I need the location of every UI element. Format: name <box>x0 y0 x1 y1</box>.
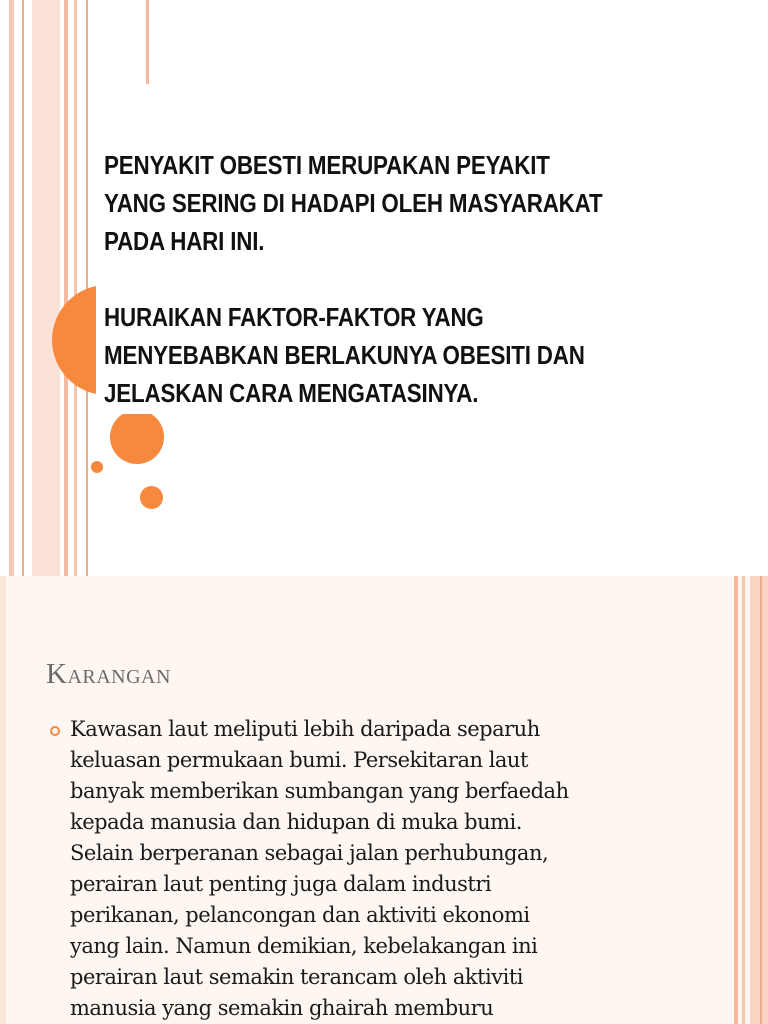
decor-stripe <box>742 576 745 1024</box>
paragraph-line: keluasan permukaan bumi. Persekitaran laut <box>70 748 528 772</box>
question-line: JELASKAN CARA MENGATASINYA. <box>104 378 479 408</box>
slide-title <box>104 146 654 412</box>
decor-stripe <box>32 0 60 576</box>
decor-stripe <box>9 0 14 576</box>
paragraph-line: yang lain. Namun demikian, kebelakangan ini <box>70 934 538 958</box>
paragraph-line: perairan laut penting juga dalam industri <box>70 872 492 896</box>
title-line: YANG SERING DI HADAPI OLEH MASYARAKAT <box>104 188 603 218</box>
decor-stripe <box>64 0 68 576</box>
title-line: PADA HARI INI. <box>104 226 265 256</box>
slide-2 <box>0 576 768 1024</box>
bullet-paragraph <box>70 714 730 1024</box>
decor-stripe <box>760 576 762 1024</box>
title-line: PENYAKIT OBESTI MERUPAKAN PEYAKIT <box>104 150 550 180</box>
decor-circle-medium <box>110 410 164 464</box>
paragraph-line: banyak memberikan sumbangan yang berfaedah <box>70 779 569 803</box>
paragraph-line: manusia yang semakin ghairah memburu <box>70 996 494 1020</box>
paragraph-line: Selain berperanan sebagai jalan perhubungan, <box>70 841 549 865</box>
decor-stripe <box>22 0 24 576</box>
decor-circle-tiny <box>91 461 103 473</box>
decor-stripe <box>0 576 6 1024</box>
ring-bullet-icon <box>50 726 60 736</box>
paragraph-line: Kawasan laut meliputi lebih daripada separuh <box>70 717 540 741</box>
question-line: HURAIKAN FAKTOR-FAKTOR YANG <box>104 302 484 332</box>
paragraph-line: perairan laut semakin terancam oleh aktiviti <box>70 965 524 989</box>
decor-stripe <box>146 0 149 84</box>
decor-circle-small <box>140 486 163 509</box>
paragraph-line: perikanan, pelancongan dan aktiviti ekonomi <box>70 903 530 927</box>
slide-heading: Karangan <box>46 658 171 690</box>
decor-stripe <box>750 576 768 1024</box>
question-line: MENYEBABKAN BERLAKUNYA OBESITI DAN <box>104 340 585 370</box>
decor-stripe <box>734 576 738 1024</box>
decor-stripe <box>74 0 77 576</box>
paragraph-line: kepada manusia dan hidupan di muka bumi. <box>70 810 522 834</box>
